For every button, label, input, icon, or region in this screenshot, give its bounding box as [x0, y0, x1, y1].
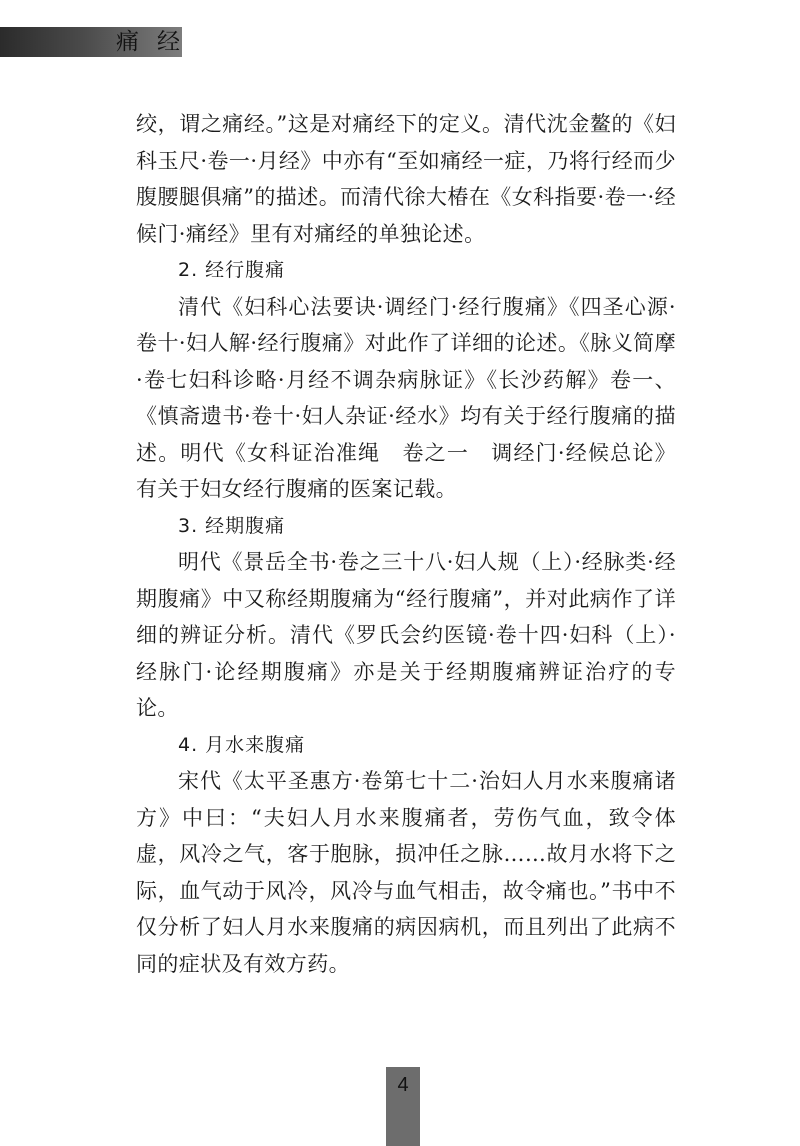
page-number: 4	[397, 1074, 409, 1096]
section-heading-4: 4. 月水来腹痛	[178, 733, 306, 756]
page-body	[136, 106, 676, 982]
section-heading-2: 2. 经行腹痛	[178, 259, 286, 281]
paragraph-section-3: 明代《景岳全书·卷之三十八·妇人规（上）·经脉类·经期腹痛》中又称经期腹痛为“经行腹痛”，并对此病作了详细的辨证分析。清代《罗氏会约医镜·卷十四·妇科（上）·经脉门·论经期腹痛》亦是关于经期腹痛辨证治疗的专论。	[136, 550, 676, 720]
running-header-title: 痛经	[116, 29, 198, 55]
section-heading-3: 3. 经期腹痛	[178, 514, 286, 537]
paragraph-section-2: 清代《妇科心法要诀·调经门·经行腹痛》《四圣心源·卷十·妇人解·经行腹痛》对此作了详细的论述。《脉义简摩·卷七妇科诊略·月经不调杂病脉证》《长沙药解》卷一、《慎斋遗书·卷十·妇人杂证·经水》均有关于经行腹痛的描述。明代《女科证治准绳 卷之一 调经门·经候总论》有关于妇女经行腹痛的医案记载。	[136, 294, 676, 501]
paragraph-continued: 绞，谓之痛经。”这是对痛经下的定义。清代沈金鳌的《妇科玉尺·卷一·月经》中亦有“至如痛经一症，乃将行经而少腹腰腿俱痛”的描述。而清代徐大椿在《女科指要·卷一·经候门·痛经》里有对痛经的单独论述。	[136, 112, 676, 246]
paragraph-section-4: 宋代《太平圣惠方·卷第七十二·治妇人月水来腹痛诸方》中曰：“夫妇人月水来腹痛者，劳伤气血，致令体虚，风冷之气，客于胞脉，损冲任之脉……故月水将下之际，血气动于风冷，风冷与血气相击，故令痛也。”书中不仅分析了妇人月水来腹痛的病因病机，而且列出了此病不同的症状及有效方药。	[136, 769, 676, 976]
